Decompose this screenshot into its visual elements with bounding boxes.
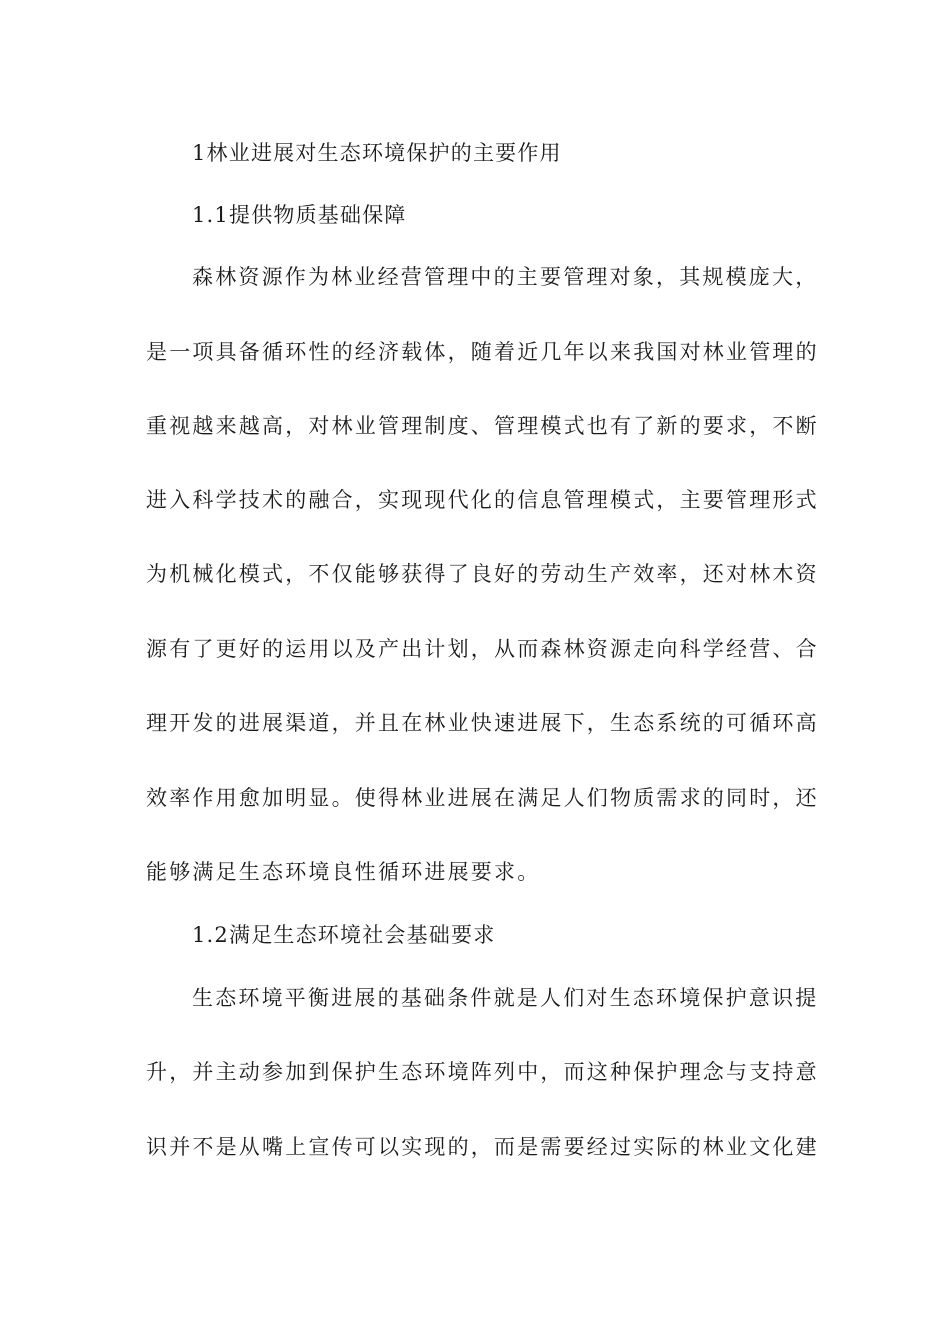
paragraph-line: 生态环境平衡进展的基础条件就是人们对生态环境保护意识提: [192, 986, 819, 1010]
paragraph-line: 理开发的进展渠道，并且在林业快速进展下，生态系统的可循环高: [146, 711, 819, 735]
section-heading-1-2: 1.2满足生态环境社会基础要求: [192, 923, 496, 947]
paragraph-line: 能够满足生态环境良性循环进展要求。: [146, 860, 541, 884]
paragraph-line: 为机械化模式，不仅能够获得了良好的劳动生产效率，还对林木资: [146, 562, 819, 586]
paragraph-line: 识并不是从嘴上宣传可以实现的，而是需要经过实际的林业文化建: [146, 1135, 819, 1159]
paragraph-line: 源有了更好的运用以及产出计划，从而森林资源走向科学经营、合: [146, 637, 819, 661]
section-heading-1: 1林业进展对生态环境保护的主要作用: [192, 141, 562, 165]
paragraph-line: 森林资源作为林业经营管理中的主要管理对象，其规模庞大，: [192, 265, 819, 289]
paragraph-line: 进入科学技术的融合，实现现代化的信息管理模式，主要管理形式: [146, 488, 819, 512]
paragraph-line: 是一项具备循环性的经济载体，随着近几年以来我国对林业管理的: [146, 340, 819, 364]
paragraph-line: 重视越来越高，对林业管理制度、管理模式也有了新的要求，不断: [146, 414, 819, 438]
section-heading-1-1: 1.1提供物质基础保障: [192, 203, 407, 227]
paragraph-line: 升，并主动参加到保护生态环境阵列中，而这种保护理念与支持意: [146, 1060, 819, 1084]
paragraph-line: 效率作用愈加明显。使得林业进展在满足人们物质需求的同时，还: [146, 786, 819, 810]
